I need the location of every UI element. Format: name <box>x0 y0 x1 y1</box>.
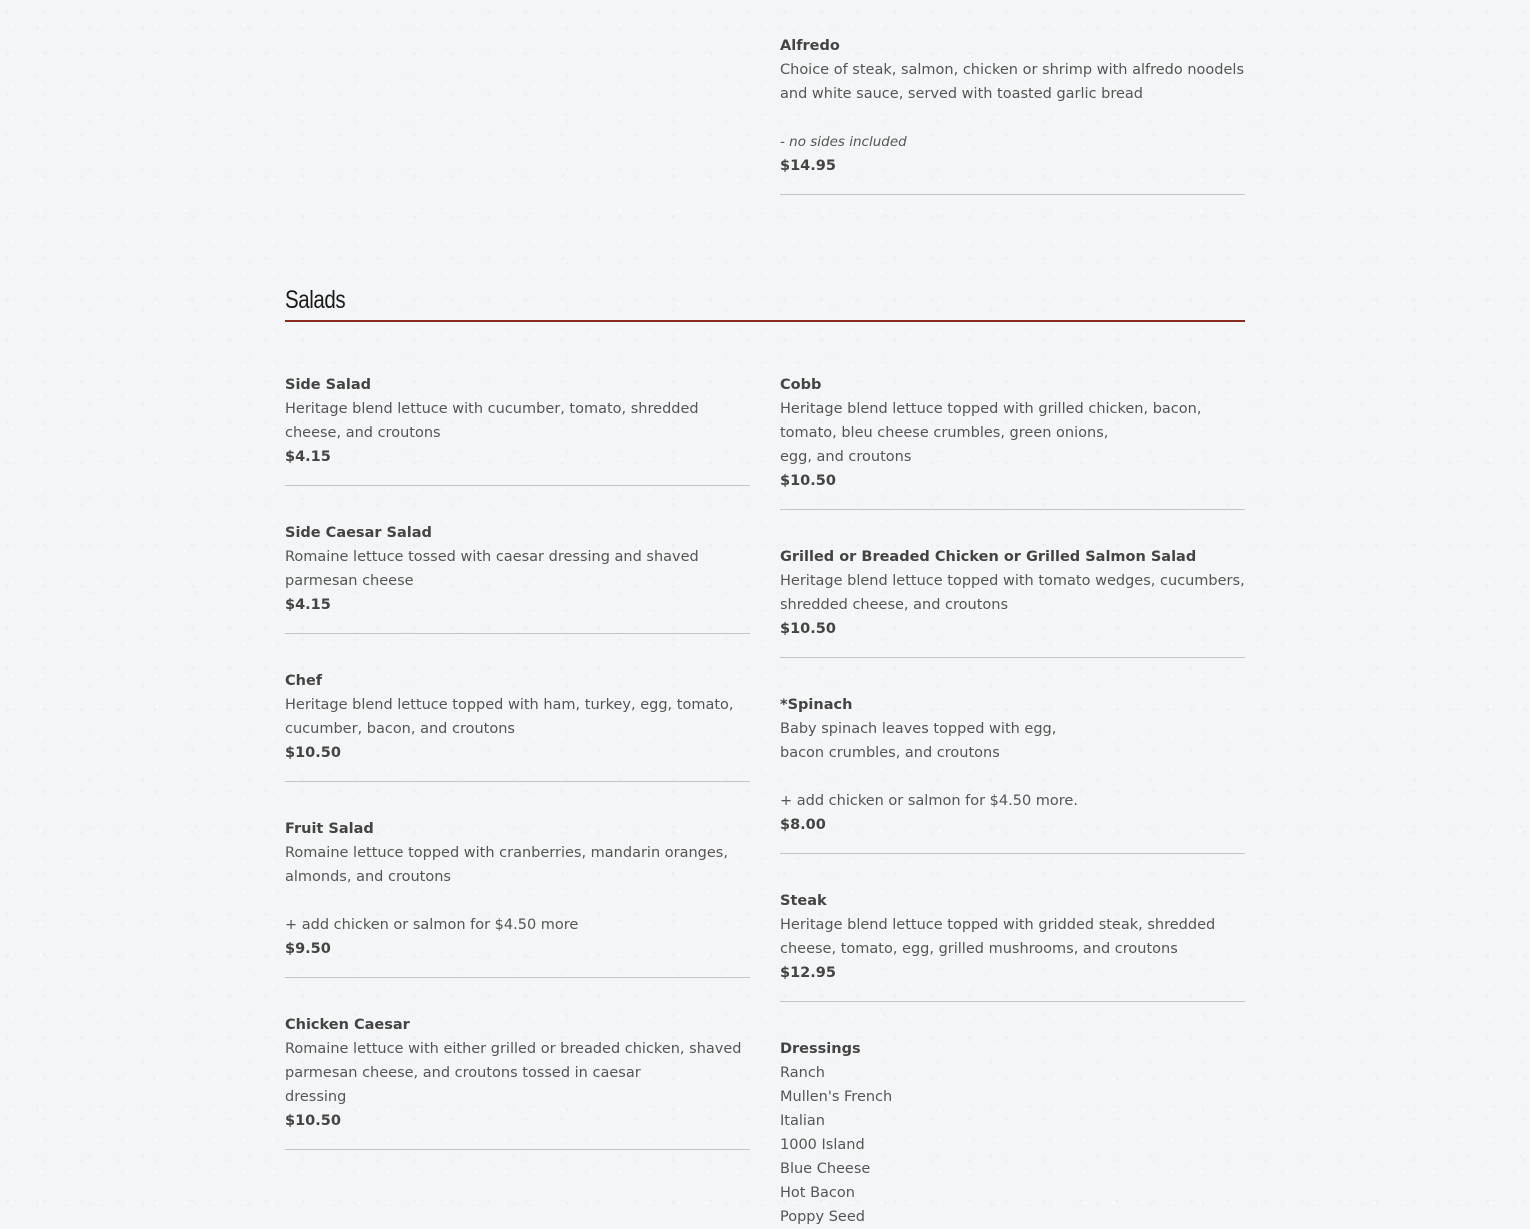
dressing-item: Hot Bacon <box>780 1185 855 1201</box>
menu-item-steak <box>780 889 1245 1002</box>
item-description: Romaine lettuce topped with cranberries, mandarin oranges, almonds, and croutons <box>285 845 728 885</box>
dressing-item: Italian <box>780 1113 825 1129</box>
dressing-item: Mullen's French <box>780 1089 893 1105</box>
item-price: $14.95 <box>780 158 836 174</box>
menu-item-alfredo <box>780 34 1245 195</box>
item-name: Cobb <box>780 377 822 393</box>
item-note: - no sides included <box>780 134 907 150</box>
section-title-salads: Salads <box>285 286 346 314</box>
item-name: Grilled or Breaded Chicken or Grilled Salmon Salad <box>780 549 1197 565</box>
item-divider <box>780 509 1245 510</box>
dressings-title: Dressings <box>780 1041 861 1057</box>
item-price: $10.50 <box>285 1113 341 1129</box>
item-description: Heritage blend lettuce with cucumber, tomato, shredded cheese, and croutons <box>285 401 699 441</box>
menu-item-fruit-salad <box>285 817 750 978</box>
item-name: Steak <box>780 893 827 909</box>
item-divider <box>285 633 750 634</box>
item-description: Romaine lettuce tossed with caesar dressing and shaved parmesan cheese <box>285 549 699 589</box>
item-addon: + add chicken or salmon for $4.50 more. <box>780 793 1078 809</box>
dressing-item: Poppy Seed <box>780 1209 865 1225</box>
item-price: $9.50 <box>285 941 331 957</box>
item-addon: + add chicken or salmon for $4.50 more <box>285 917 579 933</box>
item-price: $10.50 <box>780 621 836 637</box>
item-price: $12.95 <box>780 965 836 981</box>
item-name: Alfredo <box>780 38 840 54</box>
item-price: $4.15 <box>285 449 331 465</box>
item-divider <box>285 1149 750 1150</box>
item-name: Chef <box>285 673 323 689</box>
item-divider <box>285 485 750 486</box>
item-description-cont: bacon crumbles, and croutons <box>780 745 1000 761</box>
item-description-cont: dressing <box>285 1089 347 1105</box>
menu-item-cobb <box>780 373 1245 510</box>
item-description: Choice of steak, salmon, chicken or shrimp with alfredo noodels and white sauce, served with toasted garlic bread <box>780 62 1244 102</box>
item-divider <box>285 781 750 782</box>
item-description-cont: egg, and croutons <box>780 449 912 465</box>
menu-item-side-caesar-salad <box>285 521 750 634</box>
dressings-list <box>780 1037 1245 1229</box>
dressing-item: Ranch <box>780 1065 825 1081</box>
item-price: $8.00 <box>780 817 826 833</box>
item-divider <box>780 194 1245 195</box>
item-description: Heritage blend lettuce topped with gridded steak, shredded cheese, tomato, egg, grilled mushrooms, and croutons <box>780 917 1216 957</box>
item-price: $10.50 <box>285 745 341 761</box>
item-description: Heritage blend lettuce topped with grilled chicken, bacon, tomato, bleu cheese crumbles, green onions, <box>780 401 1202 441</box>
menu-item-side-salad <box>285 373 750 486</box>
item-name: Fruit Salad <box>285 821 374 837</box>
item-name: Chicken Caesar <box>285 1017 410 1033</box>
item-description: Baby spinach leaves topped with egg, <box>780 721 1057 737</box>
item-name: *Spinach <box>780 697 853 713</box>
menu-item-chicken-salmon-salad <box>780 545 1245 658</box>
menu-item-chicken-caesar <box>285 1013 750 1150</box>
item-price: $10.50 <box>780 473 836 489</box>
item-description: Heritage blend lettuce topped with ham, turkey, egg, tomato, cucumber, bacon, and croutons <box>285 697 734 737</box>
menu-item-spinach <box>780 693 1245 854</box>
item-description: Romaine lettuce with either grilled or breaded chicken, shaved parmesan cheese, and croutons tossed in caesar <box>285 1041 742 1081</box>
item-name: Side Caesar Salad <box>285 525 432 541</box>
item-divider <box>780 657 1245 658</box>
dressing-item: Blue Cheese <box>780 1161 871 1177</box>
menu-item-chef <box>285 669 750 782</box>
item-divider <box>285 977 750 978</box>
item-description: Heritage blend lettuce topped with tomato wedges, cucumbers, shredded cheese, and croutons <box>780 573 1245 613</box>
section-divider <box>285 320 1245 322</box>
item-price: $4.15 <box>285 597 331 613</box>
dressing-item: 1000 Island <box>780 1137 865 1153</box>
item-name: Side Salad <box>285 377 372 393</box>
item-divider <box>780 1001 1245 1002</box>
item-divider <box>780 853 1245 854</box>
